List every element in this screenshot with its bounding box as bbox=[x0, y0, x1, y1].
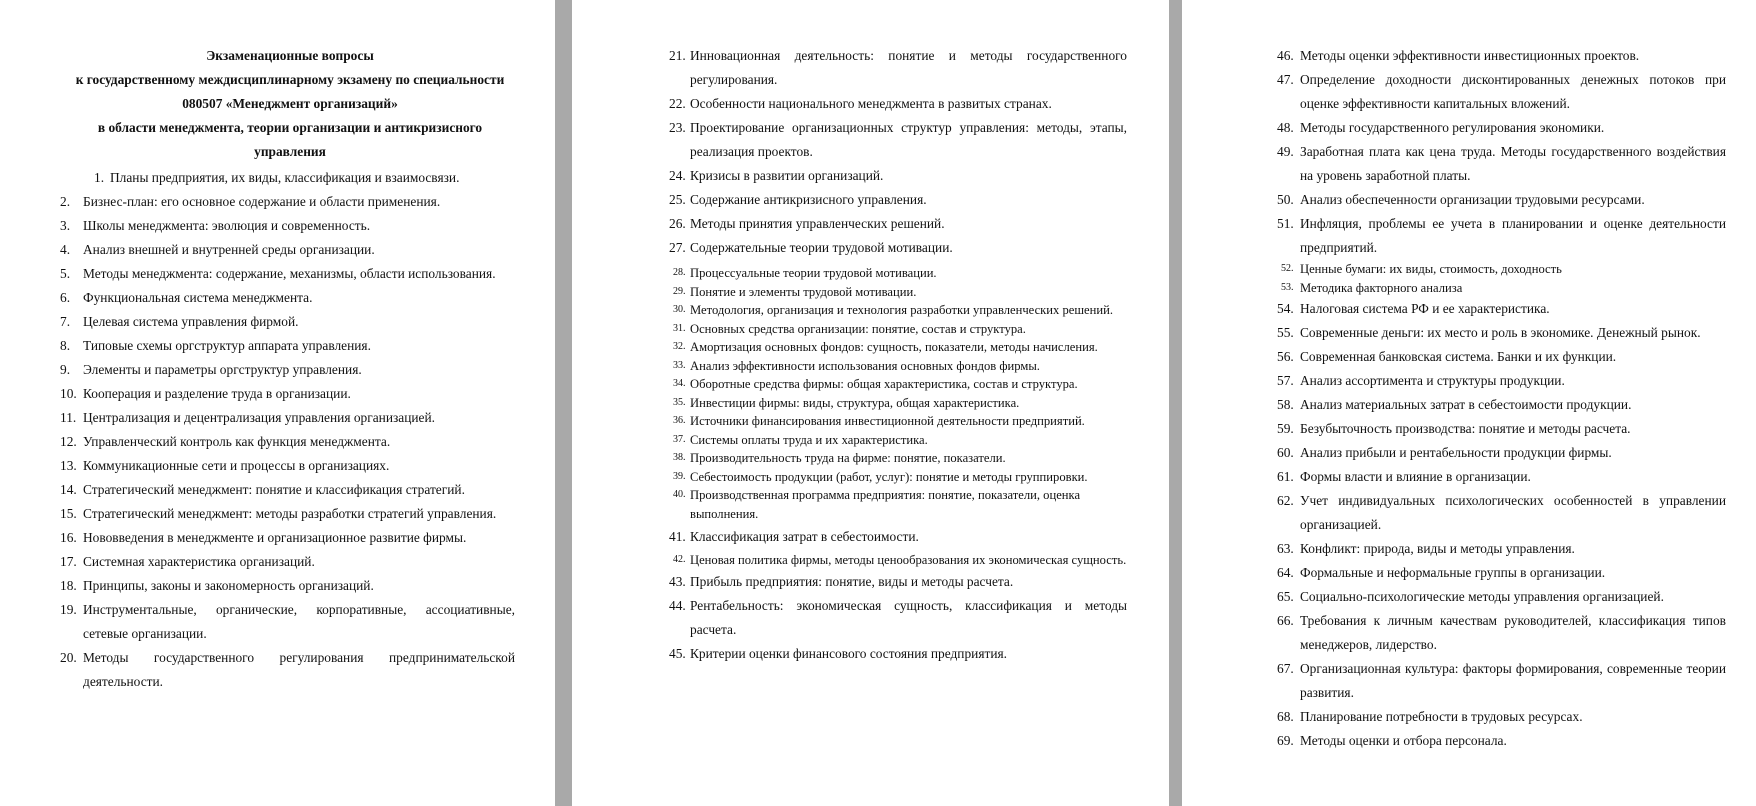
question-text: Источники финансирования инвестиционной деятельности предприятий. bbox=[690, 414, 1085, 428]
question-item bbox=[670, 375, 1127, 394]
question-text: Налоговая система РФ и ее характеристика. bbox=[1300, 301, 1550, 316]
question-text: Классификация затрат в себестоимости. bbox=[690, 529, 919, 544]
question-text: Ценовая политика фирмы, методы ценообразования их экономическая сущность. bbox=[690, 553, 1127, 567]
question-text: Стратегический менеджмент: методы разработки стратегий управления. bbox=[83, 506, 497, 521]
question-number: 54. bbox=[1277, 301, 1294, 316]
question-item bbox=[1278, 68, 1726, 116]
question-text: Анализ ассортимента и структуры продукции. bbox=[1300, 373, 1565, 388]
question-item bbox=[670, 164, 1127, 188]
question-text: Себестоимость продукции (работ, услуг): понятие и методы группировки. bbox=[690, 469, 1088, 484]
question-item bbox=[670, 449, 1127, 468]
question-text: Амортизация основных фондов: сущность, показатели, методы начисления. bbox=[690, 340, 1098, 354]
question-number: 31. bbox=[673, 322, 686, 334]
question-text: Проектирование организационных структур управления: методы, этапы, реализация проектов. bbox=[690, 120, 1127, 159]
question-text: Школы менеджмента: эволюция и современность. bbox=[83, 218, 371, 233]
question-number: 51. bbox=[1277, 216, 1294, 231]
question-number: 13. bbox=[60, 458, 77, 473]
question-item bbox=[60, 238, 515, 262]
question-text: Методы принятия управленческих решений. bbox=[690, 216, 945, 231]
question-number: 69. bbox=[1277, 733, 1294, 748]
question-number: 10. bbox=[60, 386, 77, 401]
question-number: 35. bbox=[673, 396, 686, 408]
question-number: 2. bbox=[60, 194, 71, 209]
question-item bbox=[1278, 393, 1726, 417]
question-number: 63. bbox=[1277, 541, 1294, 556]
question-text: Анализ материальных затрат в себестоимости продукции. bbox=[1300, 397, 1632, 412]
question-item bbox=[670, 236, 1127, 260]
question-item bbox=[60, 598, 515, 646]
question-number: 52. bbox=[1281, 263, 1294, 274]
question-text: Кризисы в развитии организаций. bbox=[690, 168, 884, 183]
question-number: 7. bbox=[60, 314, 71, 329]
question-number: 66. bbox=[1277, 613, 1294, 628]
question-number: 5. bbox=[60, 266, 71, 281]
question-item bbox=[670, 357, 1127, 376]
question-text: Понятие и элементы трудовой мотивации. bbox=[690, 284, 917, 299]
question-text: Основных средства организации: понятие, состав и структура. bbox=[690, 321, 1026, 336]
question-text: Централизация и децентрализация управления организацией. bbox=[83, 410, 436, 425]
question-number: 11. bbox=[60, 410, 77, 425]
question-item bbox=[1278, 417, 1726, 441]
question-list-page-1 bbox=[60, 166, 515, 694]
question-text: Методы оценки эффективности инвестиционных проектов. bbox=[1300, 48, 1640, 63]
question-list-page-2 bbox=[670, 44, 1127, 666]
question-text: Рентабельность: экономическая сущность, классификация и методы расчета. bbox=[690, 597, 1127, 637]
question-item bbox=[670, 525, 1127, 549]
question-number: 42. bbox=[673, 554, 686, 565]
question-text: Инновационная деятельность: понятие и методы государственного регулирования. bbox=[690, 48, 1127, 87]
question-number: 20. bbox=[60, 650, 77, 665]
question-item bbox=[60, 166, 515, 190]
title-line: Экзаменационные вопросы bbox=[206, 48, 374, 63]
question-item bbox=[60, 478, 515, 502]
question-text: Содержательные теории трудовой мотивации. bbox=[690, 240, 953, 255]
question-text: Безубыточность производства: понятие и методы расчета. bbox=[1300, 421, 1631, 436]
question-text: Определение доходности дисконтированных денежных потоков при оценке эффективности капитальных вложений. bbox=[1300, 72, 1726, 111]
question-text: Современные деньги: их место и роль в экономике. Денежный рынок. bbox=[1300, 325, 1701, 340]
question-item bbox=[670, 212, 1127, 236]
question-item bbox=[60, 190, 515, 214]
question-item bbox=[1278, 297, 1726, 321]
question-item bbox=[670, 468, 1127, 487]
question-text: Системы оплаты труда и их характеристика. bbox=[690, 432, 928, 447]
question-number: 25. bbox=[669, 192, 686, 207]
question-item bbox=[60, 430, 515, 454]
question-number: 61. bbox=[1277, 469, 1294, 484]
question-item bbox=[670, 431, 1127, 450]
question-number: 16. bbox=[60, 530, 77, 545]
question-text: Типовые схемы оргструктур аппарата управления. bbox=[83, 338, 371, 353]
question-item bbox=[1278, 585, 1726, 609]
question-number: 41. bbox=[669, 529, 686, 544]
question-text: Особенности национального менеджмента в развитых странах. bbox=[690, 96, 1052, 111]
question-text: Стратегический менеджмент: понятие и классификация стратегий. bbox=[83, 482, 465, 497]
question-text: Оборотные средства фирмы: общая характеристика, состав и структура. bbox=[690, 377, 1078, 391]
question-item bbox=[1278, 729, 1726, 753]
question-text: Управленческий контроль как функция менеджмента. bbox=[83, 434, 391, 449]
question-number: 22. bbox=[669, 96, 686, 111]
question-text: Содержание антикризисного управления. bbox=[690, 192, 927, 207]
question-text: Производительность труда на фирме: понятие, показатели. bbox=[690, 451, 1006, 465]
question-number: 47. bbox=[1277, 72, 1294, 87]
question-item bbox=[1278, 321, 1726, 345]
question-text: Функциональная система менеджмента. bbox=[83, 290, 313, 305]
question-text: Инфляция, проблемы ее учета в планировании и оценке деятельности предприятий. bbox=[1300, 216, 1726, 255]
question-item bbox=[1278, 212, 1726, 260]
question-item bbox=[670, 92, 1127, 116]
question-number: 17. bbox=[60, 554, 77, 569]
question-number: 57. bbox=[1277, 373, 1294, 388]
question-text: Элементы и параметры оргструктур управления. bbox=[83, 362, 362, 377]
question-number: 27. bbox=[669, 240, 686, 255]
question-text: Конфликт: природа, виды и методы управления. bbox=[1300, 541, 1575, 556]
question-item bbox=[1278, 705, 1726, 729]
question-text: Ценные бумаги: их виды, стоимость, доходность bbox=[1300, 262, 1562, 276]
question-number: 8. bbox=[60, 338, 71, 353]
question-number: 65. bbox=[1277, 589, 1294, 604]
question-text: Кооперация и разделение труда в организации. bbox=[83, 386, 351, 401]
question-number: 15. bbox=[60, 506, 77, 521]
question-text: Планы предприятия, их виды, классификация и взаимосвязи. bbox=[110, 170, 460, 185]
question-number: 58. bbox=[1277, 397, 1294, 412]
question-item bbox=[670, 116, 1127, 164]
question-text: Критерии оценки финансового состояния предприятия. bbox=[690, 645, 1008, 661]
question-item bbox=[60, 286, 515, 310]
question-text: Инструментальные, органические, корпоративные, ассоциативные, сетевые организации. bbox=[83, 602, 515, 641]
question-text: Прибыль предприятия: понятие, виды и методы расчета. bbox=[690, 573, 1014, 589]
question-item bbox=[1278, 116, 1726, 140]
question-number: 50. bbox=[1277, 192, 1294, 207]
question-number: 12. bbox=[60, 434, 77, 449]
question-number: 28. bbox=[673, 267, 686, 278]
question-number: 67. bbox=[1277, 661, 1294, 676]
question-number: 49. bbox=[1277, 144, 1294, 159]
question-item bbox=[1278, 279, 1726, 298]
question-item bbox=[670, 320, 1127, 339]
question-text: Социально-психологические методы управления организацией. bbox=[1300, 589, 1664, 604]
question-item bbox=[60, 358, 515, 382]
question-item bbox=[60, 646, 515, 694]
question-number: 55. bbox=[1277, 325, 1294, 340]
title-line: 080507 «Менеджмент организаций» bbox=[182, 96, 398, 111]
question-text: Формы власти и влияние в организации. bbox=[1300, 469, 1531, 484]
question-item bbox=[60, 502, 515, 526]
question-item bbox=[1278, 609, 1726, 657]
question-item bbox=[1278, 345, 1726, 369]
question-item bbox=[670, 486, 1127, 523]
question-item bbox=[60, 310, 515, 334]
question-text: Методы государственного регулирования предпринимательской деятельности. bbox=[83, 650, 515, 689]
question-number: 43. bbox=[669, 573, 686, 589]
question-item bbox=[60, 550, 515, 574]
question-text: Анализ обеспеченности организации трудовыми ресурсами. bbox=[1300, 192, 1645, 207]
question-text: Методы государственного регулирования экономики. bbox=[1300, 120, 1605, 135]
question-number: 59. bbox=[1277, 421, 1294, 436]
question-item bbox=[670, 412, 1127, 431]
question-number: 1. bbox=[94, 170, 105, 185]
question-number: 39. bbox=[673, 470, 686, 482]
question-text: Требования к личным качествам руководителей, классификация типов менеджеров, лидерство. bbox=[1300, 613, 1726, 652]
question-text: Методы оценки и отбора персонала. bbox=[1300, 733, 1507, 748]
question-item bbox=[60, 454, 515, 478]
question-item bbox=[1278, 465, 1726, 489]
question-number: 34. bbox=[673, 378, 686, 389]
question-number: 33. bbox=[673, 359, 686, 371]
question-text: Формальные и неформальные группы в организации. bbox=[1300, 565, 1606, 580]
question-item bbox=[670, 551, 1127, 570]
question-item bbox=[1278, 489, 1726, 537]
question-number: 37. bbox=[673, 433, 686, 445]
question-number: 62. bbox=[1277, 493, 1294, 508]
question-item bbox=[670, 594, 1127, 642]
question-number: 9. bbox=[60, 362, 71, 377]
question-number: 14. bbox=[60, 482, 77, 497]
title-line: управления bbox=[254, 144, 326, 159]
question-text: Современная банковская система. Банки и их функции. bbox=[1300, 349, 1617, 364]
title-line: в области менеджмента, теории организации и антикризисного bbox=[97, 120, 483, 135]
question-item bbox=[60, 334, 515, 358]
question-item bbox=[60, 574, 515, 598]
question-item bbox=[60, 406, 515, 430]
question-item bbox=[60, 382, 515, 406]
question-text: Системная характеристика организаций. bbox=[83, 554, 315, 569]
question-number: 46. bbox=[1277, 48, 1294, 63]
question-number: 26. bbox=[669, 216, 686, 231]
question-number: 32. bbox=[673, 341, 686, 352]
question-item bbox=[1278, 260, 1726, 279]
question-item bbox=[60, 214, 515, 238]
question-item bbox=[670, 642, 1127, 666]
question-text: Коммуникационные сети и процессы в организациях. bbox=[83, 458, 390, 473]
question-item bbox=[60, 262, 515, 286]
question-number: 18. bbox=[60, 578, 77, 593]
question-text: Инвестиции фирмы: виды, структура, общая характеристика. bbox=[690, 395, 1020, 410]
question-text: Анализ эффективности использования основных фондов фирмы. bbox=[690, 358, 1040, 373]
question-item bbox=[670, 338, 1127, 357]
question-text: Бизнес-план: его основное содержание и области применения. bbox=[83, 194, 441, 209]
question-number: 6. bbox=[60, 290, 71, 305]
question-number: 68. bbox=[1277, 709, 1294, 724]
question-item bbox=[670, 394, 1127, 413]
question-text: Анализ внешней и внутренней среды организации. bbox=[83, 242, 375, 257]
question-number: 3. bbox=[60, 218, 71, 233]
question-text: Учет индивидуальных психологических особенностей в управлении организацией. bbox=[1300, 493, 1726, 532]
question-item bbox=[670, 44, 1127, 92]
question-item bbox=[1278, 369, 1726, 393]
question-number: 60. bbox=[1277, 445, 1294, 460]
question-number: 56. bbox=[1277, 349, 1294, 364]
question-text: Заработная плата как цена труда. Методы государственного воздействия на уровень заработной платы. bbox=[1300, 144, 1726, 183]
question-item bbox=[1278, 441, 1726, 465]
question-number: 48. bbox=[1277, 120, 1294, 135]
question-number: 45. bbox=[669, 645, 686, 661]
question-text: Процессуальные теории трудовой мотивации. bbox=[690, 266, 937, 280]
question-number: 4. bbox=[60, 242, 71, 257]
question-item bbox=[60, 526, 515, 550]
question-number: 44. bbox=[669, 597, 686, 613]
question-number: 53. bbox=[1281, 281, 1294, 293]
question-item bbox=[670, 188, 1127, 212]
question-item bbox=[670, 570, 1127, 594]
question-item bbox=[1278, 657, 1726, 705]
title-line: к государственному междисциплинарному экзамену по специальности bbox=[75, 72, 505, 87]
question-item bbox=[670, 264, 1127, 283]
question-number: 21. bbox=[669, 48, 686, 63]
question-item bbox=[670, 301, 1127, 320]
question-number: 40. bbox=[673, 489, 686, 500]
question-number: 64. bbox=[1277, 565, 1294, 580]
question-text: Анализ прибыли и рентабельности продукции фирмы. bbox=[1300, 445, 1612, 460]
question-item bbox=[670, 283, 1127, 302]
question-text: Производственная программа предприятия: понятие, показатели, оценка выполнения. bbox=[690, 488, 1081, 521]
question-number: 24. bbox=[669, 168, 686, 183]
document-title bbox=[30, 44, 550, 164]
question-text: Методы менеджмента: содержание, механизмы, области использования. bbox=[83, 266, 496, 281]
question-text: Организационная культура: факторы формирования, современные теории развития. bbox=[1300, 661, 1726, 700]
question-number: 23. bbox=[669, 120, 686, 135]
question-item bbox=[1278, 140, 1726, 188]
question-item bbox=[1278, 561, 1726, 585]
question-text: Методика факторного анализа bbox=[1300, 280, 1463, 295]
question-item bbox=[1278, 537, 1726, 561]
question-item bbox=[1278, 188, 1726, 212]
question-number: 36. bbox=[673, 415, 686, 426]
question-list-page-3 bbox=[1278, 44, 1726, 753]
question-text: Планирование потребности в трудовых ресурсах. bbox=[1300, 709, 1583, 724]
question-text: Принципы, законы и закономерность организаций. bbox=[83, 578, 374, 593]
question-item bbox=[1278, 44, 1726, 68]
question-text: Целевая система управления фирмой. bbox=[83, 314, 299, 329]
question-number: 38. bbox=[673, 452, 686, 463]
question-text: Нововведения в менеджменте и организационное развитие фирмы. bbox=[83, 530, 467, 545]
question-number: 29. bbox=[673, 285, 686, 297]
question-number: 19. bbox=[60, 602, 77, 617]
question-text: Методология, организация и технология разработки управленческих решений. bbox=[690, 303, 1114, 317]
question-number: 30. bbox=[673, 304, 686, 315]
